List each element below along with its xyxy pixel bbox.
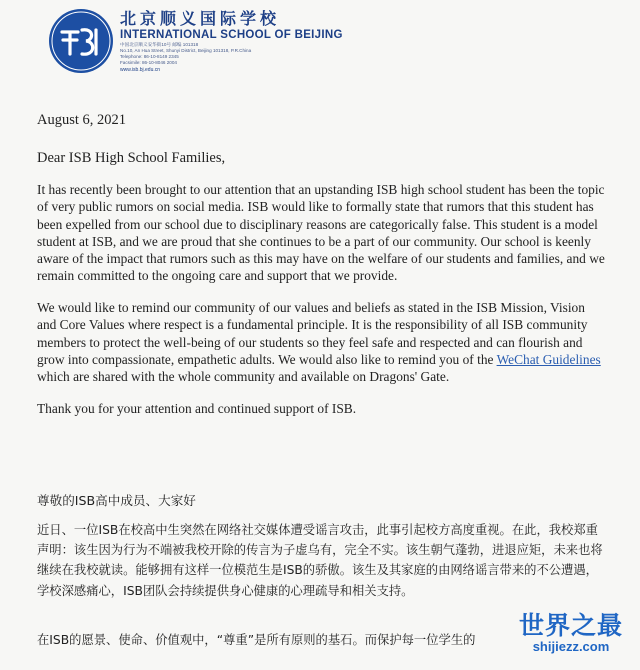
letter-date: August 6, 2021 bbox=[37, 112, 127, 128]
isb-logo bbox=[48, 8, 114, 74]
chinese-paragraph-2: 在ISB的愿景、使命、价值观中，“尊重”是所有原则的基石。而保护每一位学生的 bbox=[37, 633, 476, 647]
telephone: Telephone: 86-10-8149 2345 bbox=[120, 54, 179, 59]
letterhead-text bbox=[120, 10, 360, 73]
paragraph-2-text: We would like to remind our community of our values and beliefs as stated in the ISB Mission, Vision and Core Values where respect is a fundamental principle. It is the responsibility of all ISB community members to protect the well-being of our students so they feel safe and respected and can flourish and grow into compassionate, empathetic adults. We would also like to remind you of the bbox=[37, 300, 588, 367]
school-name-cn: 北京顺义国际学校 bbox=[120, 9, 281, 28]
salutation: Dear ISB High School Families, bbox=[37, 150, 226, 166]
watermark-title: 世界之最 bbox=[518, 611, 623, 640]
website: www.isb.bj.edu.cn bbox=[120, 67, 161, 73]
facsimile: Facsimile: 86-10-8046 2004 bbox=[120, 60, 177, 65]
watermark bbox=[512, 612, 630, 654]
school-name-en: INTERNATIONAL SCHOOL OF BEIJING bbox=[120, 29, 343, 41]
chinese-paragraph-1: 近日、一位ISB在校高中生突然在网络社交媒体遭受谣言攻击，此事引起校方高度重视。在此，我校郑重声明：该生因为行为不端被我校开除的传言为子虚乌有，完全不实。该生朝气蓬勃，进退应矩，未来也将继续在我校就读。能够拥有这样一位模范生是ISB的骄傲。该生及其家庭的由网络谣言带来的不公遭遇，学校深感痛心，ISB团队会持续提供身心健康的心理疏导和相关支持。 bbox=[37, 523, 603, 598]
paragraph-2 bbox=[37, 299, 605, 385]
wechat-guidelines-link[interactable]: WeChat Guidelines bbox=[496, 351, 601, 367]
paragraph-2-tail: which are shared with the whole community and available on Dragons' Gate. bbox=[37, 369, 450, 385]
address-cn: 中国北京顺义安华街10号 邮编 101318 bbox=[120, 42, 199, 47]
closing-line: Thank you for your attention and continued support of ISB. bbox=[37, 401, 357, 416]
paragraph-1: It has recently been brought to our attention that an upstanding ISB high school student has been the topic of very public rumors on social media. ISB would like to formally state that rumors that this student has been expelled from our school due to disciplinary reasons are categorically false. This student is a model student at ISB, and we are proud that she continues to be a part of our community. Our school is keenly aware of the impact that rumors such as this may have on the welfare of our students and families, and we remain committed to the ongoing care and support that we provide. bbox=[37, 182, 605, 284]
address-en: No.10, An Hua Street, Shunyi District, Beijing 101318, P.R.China bbox=[120, 48, 252, 53]
chinese-greeting: 尊敬的ISB高中成员、大家好 bbox=[37, 493, 196, 508]
watermark-url: shijiezz.com bbox=[532, 639, 610, 654]
letterhead bbox=[48, 8, 348, 92]
